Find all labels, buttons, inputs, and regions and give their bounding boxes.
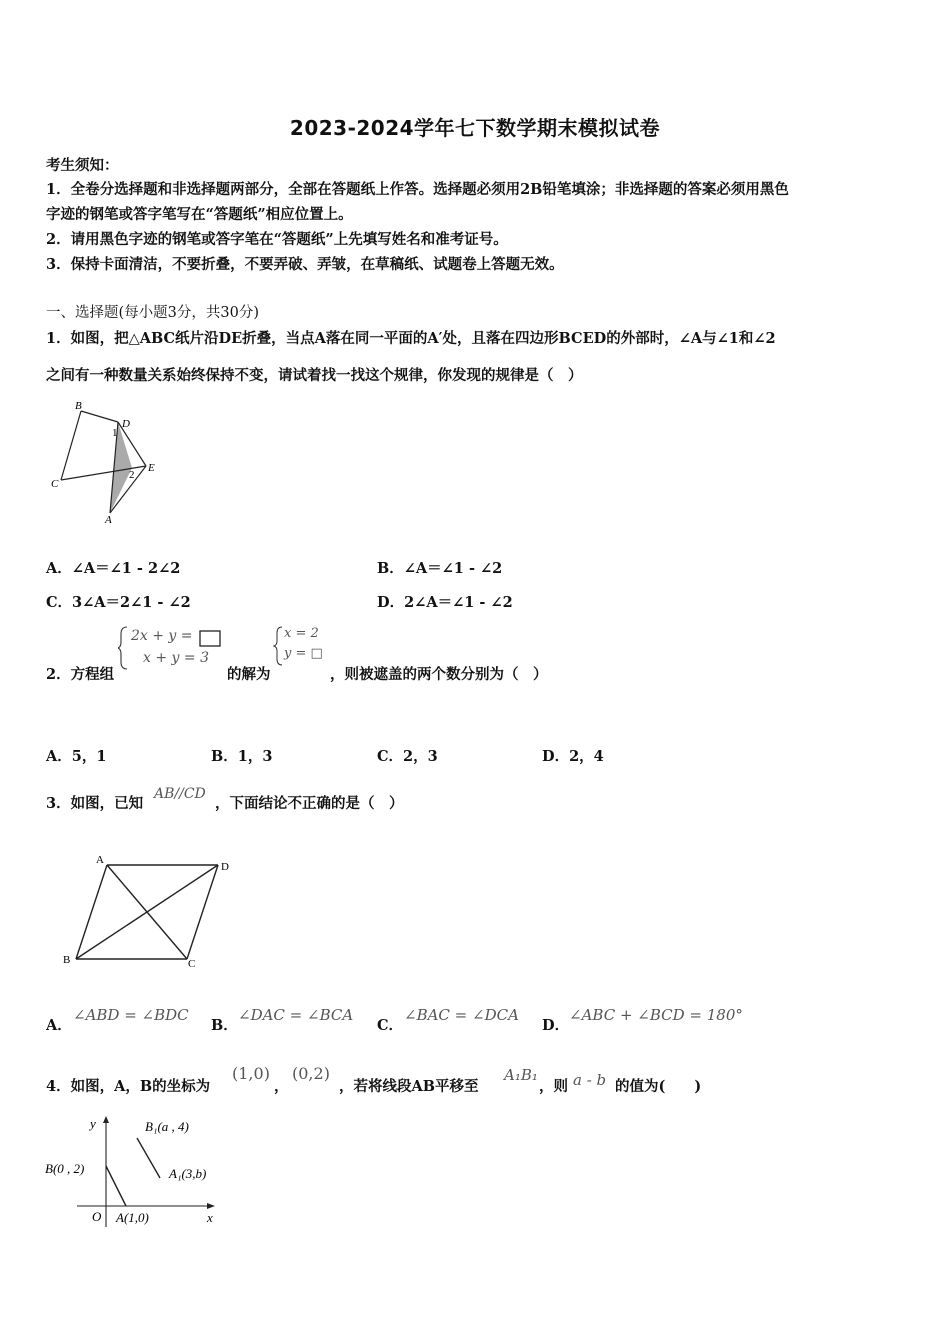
q3-condition: AB//CD: [154, 786, 206, 802]
q3-edge-DC: [187, 865, 218, 959]
q3-option-d[interactable]: ∠ABC + ∠BCD = 180°: [569, 1006, 743, 1024]
q2-prefix: 2．方程组: [46, 666, 115, 683]
q3-option-c-letter[interactable]: C．: [377, 1017, 404, 1034]
q4-point-a: (1,0): [232, 1064, 270, 1083]
q1-figure: [46, 396, 166, 530]
q3-option-a[interactable]: ∠ABD = ∠BDC: [73, 1006, 189, 1024]
q3-label-C: C: [188, 958, 196, 970]
q4-label-A1: A₁(3,b): [169, 1166, 207, 1181]
q2-option-a[interactable]: A．5，1: [46, 748, 107, 765]
notice-heading: 考生须知：: [46, 157, 119, 174]
q3-figure: [60, 850, 240, 972]
q4-comma: ，: [274, 1078, 289, 1095]
q1-label-B: B: [75, 400, 82, 412]
q4-label-O: O: [92, 1209, 102, 1224]
q4-label-B1: B₁(a , 4): [145, 1119, 189, 1134]
q3-option-c[interactable]: ∠BAC = ∠DCA: [404, 1006, 519, 1024]
q4-label-x: x: [207, 1210, 213, 1225]
q4-mid2: ，则: [539, 1078, 568, 1095]
q1-option-c[interactable]: C．3∠A＝2∠1 - ∠2: [46, 594, 191, 611]
q2-eq2: x + y = 3: [143, 650, 209, 666]
q1-edge-BC: [61, 411, 81, 480]
notice-line-1: 1．全卷分选择题和非选择题两部分，全部在答题纸上作答。选择题必须用2B铅笔填涂；非选择题的答案必须用黑色: [46, 181, 789, 198]
q4-point-b: (0,2): [292, 1064, 330, 1083]
q1-label-1: 1: [112, 427, 118, 439]
q3-label-D: D: [221, 861, 229, 873]
q2-hidden-box: [200, 631, 220, 646]
q2-mid: 的解为: [227, 666, 271, 683]
section-heading: 一、选择题(每小题3分，共30分): [46, 305, 259, 321]
page-title: 2023-2024学年七下数学期末模拟试卷: [289, 116, 661, 140]
q3-prefix: 3．如图，已知: [46, 795, 144, 812]
notice-line-4: 3．保持卡面清洁，不要折叠，不要弄破、弄皱，在草稿纸、试题卷上答题无效。: [46, 256, 564, 273]
q4-segment: A₁B₁: [504, 1066, 538, 1084]
q3-suffix: ，下面结论不正确的是（ ）: [215, 795, 404, 812]
q4-coordinate-figure: [40, 1112, 230, 1232]
q4-x-arrow: [207, 1203, 215, 1209]
q3-option-a-letter[interactable]: A．: [46, 1017, 72, 1034]
q3-option-b[interactable]: ∠DAC = ∠BCA: [238, 1006, 354, 1024]
q2-option-b[interactable]: B．1，3: [211, 748, 273, 765]
q1-label-D: D: [122, 418, 130, 430]
q1-edge-BD: [81, 411, 118, 422]
q4-expression: a - b: [573, 1071, 607, 1089]
q4-label-y: y: [90, 1116, 96, 1131]
q4-prefix: 4．如图，A，B的坐标为: [46, 1078, 211, 1095]
q4-segment-A1B1: [137, 1138, 160, 1178]
q2-eq1: 2x + y =: [131, 628, 193, 644]
q1-label-E: E: [148, 462, 155, 474]
q3-label-A: A: [96, 854, 104, 866]
q1-option-a[interactable]: A．∠A＝∠1 - 2∠2: [46, 560, 181, 577]
q1-label-A: A: [105, 514, 112, 526]
notice-line-3: 2．请用黑色字迹的钢笔或答字笔在“答题纸”上先填写姓名和准考证号。: [46, 231, 508, 248]
q4-segment-AB: [106, 1166, 126, 1206]
q1-text-line-1: 1．如图，把△ABC纸片沿DE折叠，当点A落在同一平面的A′处，且落在四边形BCED的外部时，∠A与∠1和∠2: [46, 330, 776, 347]
q1-option-d[interactable]: D．2∠A＝∠1 - ∠2: [377, 594, 513, 611]
q3-option-b-letter[interactable]: B．: [211, 1017, 238, 1034]
q4-mid: ，若将线段AB平移至: [339, 1078, 479, 1095]
q3-option-d-letter[interactable]: D．: [542, 1017, 570, 1034]
q1-text-line-2: 之间有一种数量关系始终保持不变，请试着找一找这个规律，你发现的规律是（ ）: [46, 367, 583, 384]
q2-sol1: x = 2: [284, 626, 319, 641]
notice-line-2: 字迹的钢笔或答字笔写在“答题纸”相应位置上。: [46, 206, 353, 223]
q3-diagonal-BD: [76, 865, 218, 959]
q3-edge-AB: [76, 865, 107, 959]
q3-label-B: B: [63, 954, 71, 966]
q1-label-C: C: [51, 478, 59, 490]
q1-label-2: 2: [129, 469, 135, 481]
q4-label-A: A(1,0): [116, 1210, 149, 1225]
q4-y-arrow: [103, 1116, 109, 1123]
q2-suffix: ，则被遮盖的两个数分别为（ ）: [330, 666, 548, 683]
q2-option-c[interactable]: C．2，3: [377, 748, 438, 765]
q2-sol2: y = □: [284, 646, 323, 661]
q4-suffix: 的值为( ): [615, 1078, 702, 1095]
q4-label-B: B(0 , 2): [45, 1161, 85, 1176]
q2-option-d[interactable]: D．2，4: [542, 748, 604, 765]
q1-option-b[interactable]: B．∠A＝∠1 - ∠2: [377, 560, 503, 577]
